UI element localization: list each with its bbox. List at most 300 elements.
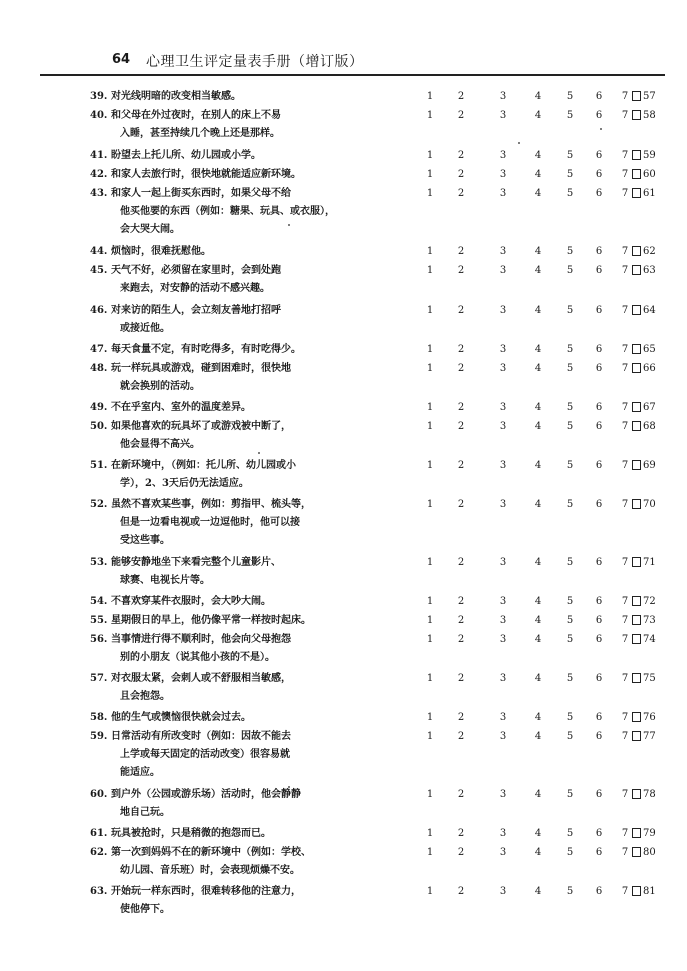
rating-option-7[interactable]: 7 — [621, 460, 629, 471]
question-line: 就会换别的活动。 — [120, 381, 200, 392]
question-number: 54. — [90, 596, 108, 607]
rating-option-5[interactable]: 5 — [566, 460, 574, 471]
question-number: 61. — [90, 828, 108, 839]
rating-option-5[interactable]: 5 — [566, 169, 574, 180]
question-line: 55. 星期假日的早上，他仍像平常一样按时起床。 — [90, 612, 311, 630]
rating-option-7[interactable]: 7 — [621, 344, 629, 355]
rating-option-7[interactable]: 7 — [621, 91, 629, 102]
question-line: 54. 不喜欢穿某件衣服时，会大吵大闹。 — [90, 593, 271, 611]
rating-option-2[interactable]: 2 — [457, 596, 465, 607]
item-code: 75 — [643, 673, 656, 684]
question-number: 59. — [90, 731, 108, 742]
rating-option-3[interactable]: 3 — [499, 634, 507, 645]
answer-box[interactable] — [632, 91, 641, 101]
item-code: 64 — [643, 305, 656, 316]
rating-option-7[interactable]: 7 — [621, 169, 629, 180]
question-line: 51. 在新环境中，（例如：托儿所、幼儿园或小 — [90, 457, 296, 475]
answer-box[interactable] — [632, 169, 641, 179]
question-number: 40. — [90, 110, 108, 121]
question-number: 41. — [90, 150, 108, 161]
rating-option-7[interactable]: 7 — [621, 886, 629, 897]
rating-option-7[interactable]: 7 — [621, 731, 629, 742]
question-line: 40. 和父母在外过夜时，在别人的床上不易 — [90, 107, 281, 125]
question-text — [90, 593, 271, 611]
question-text — [90, 612, 311, 630]
scan-speck — [518, 142, 520, 144]
question-text — [90, 670, 291, 706]
rating-option-3[interactable]: 3 — [499, 557, 507, 568]
rating-option-6[interactable]: 6 — [595, 265, 603, 276]
question-number: 42. — [90, 169, 108, 180]
rating-option-4[interactable]: 4 — [534, 246, 542, 257]
item-code: 68 — [643, 421, 656, 432]
rating-option-2[interactable]: 2 — [457, 731, 465, 742]
rating-option-4[interactable]: 4 — [534, 169, 542, 180]
rating-option-1[interactable]: 1 — [426, 402, 434, 413]
rating-option-1[interactable]: 1 — [426, 265, 434, 276]
question-text — [90, 457, 296, 493]
rating-option-1[interactable]: 1 — [426, 847, 434, 858]
question-number: 46. — [90, 305, 108, 316]
rating-option-4[interactable]: 4 — [534, 731, 542, 742]
question-line: 56. 当事情进行得不顺利时，他会向父母抱怨 — [90, 631, 291, 649]
question-number: 47. — [90, 344, 108, 355]
rating-option-1[interactable]: 1 — [426, 789, 434, 800]
question-line: 59. 日常活动有所改变时（例如：因故不能去 — [90, 728, 291, 746]
rating-option-7[interactable]: 7 — [621, 188, 629, 199]
rating-option-2[interactable]: 2 — [457, 246, 465, 257]
question-text — [90, 262, 281, 298]
rating-option-5[interactable]: 5 — [566, 499, 574, 510]
rating-option-6[interactable]: 6 — [595, 91, 603, 102]
question-line: 60. 到户外（公园或游乐场）活动时，他会静静 — [90, 786, 301, 804]
rating-option-1[interactable]: 1 — [426, 246, 434, 257]
answer-box[interactable] — [632, 634, 641, 644]
rating-option-6[interactable]: 6 — [595, 460, 603, 471]
page-number: 64 — [112, 52, 131, 67]
rating-option-6[interactable]: 6 — [595, 402, 603, 413]
rating-option-2[interactable]: 2 — [457, 615, 465, 626]
question-line: 39. 对光线明暗的改变相当敏感。 — [90, 88, 241, 106]
rating-option-6[interactable]: 6 — [595, 499, 603, 510]
question-line: 受这些事。 — [120, 535, 170, 546]
question-line: 50. 如果他喜欢的玩具坏了或游戏被中断了， — [90, 418, 291, 436]
rating-option-2[interactable]: 2 — [457, 847, 465, 858]
answer-box[interactable] — [632, 344, 641, 354]
question-text — [90, 825, 271, 843]
rating-option-6[interactable]: 6 — [595, 363, 603, 374]
question-line: 57. 对衣服太紧，会刺人或不舒服相当敏感， — [90, 670, 291, 688]
rating-option-3[interactable]: 3 — [499, 596, 507, 607]
rating-option-4[interactable]: 4 — [534, 886, 542, 897]
answer-box[interactable] — [632, 712, 641, 722]
answer-box[interactable] — [632, 886, 641, 896]
rating-option-7[interactable]: 7 — [621, 305, 629, 316]
answer-box[interactable] — [632, 188, 641, 198]
rating-option-2[interactable]: 2 — [457, 421, 465, 432]
question-text — [90, 709, 251, 727]
rating-option-1[interactable]: 1 — [426, 634, 434, 645]
rating-option-3[interactable]: 3 — [499, 305, 507, 316]
rating-option-2[interactable]: 2 — [457, 91, 465, 102]
rating-option-7[interactable]: 7 — [621, 499, 629, 510]
rating-option-2[interactable]: 2 — [457, 460, 465, 471]
rating-option-1[interactable]: 1 — [426, 169, 434, 180]
rating-option-1[interactable]: 1 — [426, 363, 434, 374]
rating-option-3[interactable]: 3 — [499, 344, 507, 355]
rating-option-4[interactable]: 4 — [534, 91, 542, 102]
question-text — [90, 399, 251, 417]
rating-option-1[interactable]: 1 — [426, 557, 434, 568]
rating-option-5[interactable]: 5 — [566, 110, 574, 121]
rating-option-7[interactable]: 7 — [621, 363, 629, 374]
rating-option-6[interactable]: 6 — [595, 344, 603, 355]
question-number: 57. — [90, 673, 108, 684]
rating-option-2[interactable]: 2 — [457, 557, 465, 568]
answer-box[interactable] — [632, 789, 641, 799]
item-code: 61 — [643, 188, 656, 199]
question-line: 62. 第一次到妈妈不在的新环境中（例如：学校、 — [90, 844, 311, 862]
rating-option-2[interactable]: 2 — [457, 402, 465, 413]
rating-option-7[interactable]: 7 — [621, 110, 629, 121]
rating-option-4[interactable]: 4 — [534, 460, 542, 471]
rating-option-5[interactable]: 5 — [566, 363, 574, 374]
question-number: 44. — [90, 246, 108, 257]
question-number: 50. — [90, 421, 108, 432]
rating-option-2[interactable]: 2 — [457, 673, 465, 684]
rating-option-7[interactable]: 7 — [621, 246, 629, 257]
rating-option-7[interactable]: 7 — [621, 557, 629, 568]
rating-option-6[interactable]: 6 — [595, 150, 603, 161]
answer-box[interactable] — [632, 731, 641, 741]
rating-option-7[interactable]: 7 — [621, 712, 629, 723]
rating-option-1[interactable]: 1 — [426, 673, 434, 684]
rating-option-6[interactable]: 6 — [595, 789, 603, 800]
item-code: 76 — [643, 712, 656, 723]
rating-option-1[interactable]: 1 — [426, 712, 434, 723]
rating-option-2[interactable]: 2 — [457, 305, 465, 316]
rating-option-1[interactable]: 1 — [426, 110, 434, 121]
question-line: 幼儿园、音乐班）时，会表现烦燥不安。 — [120, 865, 300, 876]
rating-option-3[interactable]: 3 — [499, 789, 507, 800]
question-number: 52. — [90, 499, 108, 510]
rating-option-6[interactable]: 6 — [595, 110, 603, 121]
answer-box[interactable] — [632, 305, 641, 315]
rating-option-7[interactable]: 7 — [621, 847, 629, 858]
rating-option-7[interactable]: 7 — [621, 789, 629, 800]
rating-option-1[interactable]: 1 — [426, 150, 434, 161]
item-code: 59 — [643, 150, 656, 161]
rating-option-5[interactable]: 5 — [566, 91, 574, 102]
answer-box[interactable] — [632, 402, 641, 412]
item-code: 63 — [643, 265, 656, 276]
rating-option-2[interactable]: 2 — [457, 265, 465, 276]
rating-option-5[interactable]: 5 — [566, 246, 574, 257]
rating-option-3[interactable]: 3 — [499, 91, 507, 102]
answer-box[interactable] — [632, 847, 641, 857]
rating-option-6[interactable]: 6 — [595, 731, 603, 742]
rating-option-5[interactable]: 5 — [566, 421, 574, 432]
rating-option-3[interactable]: 3 — [499, 731, 507, 742]
scan-speck — [288, 224, 290, 226]
question-text — [90, 728, 291, 782]
rating-option-1[interactable]: 1 — [426, 731, 434, 742]
answer-box[interactable] — [632, 557, 641, 567]
rating-option-3[interactable]: 3 — [499, 402, 507, 413]
rating-option-1[interactable]: 1 — [426, 421, 434, 432]
question-text — [90, 185, 335, 239]
rating-option-7[interactable]: 7 — [621, 615, 629, 626]
question-line: 61. 玩具被抢时，只是稍微的抱怨而已。 — [90, 825, 271, 843]
question-line: 别的小朋友（说其他小孩的不是）。 — [120, 652, 275, 663]
rating-option-2[interactable]: 2 — [457, 344, 465, 355]
rating-option-7[interactable]: 7 — [621, 265, 629, 276]
rating-option-2[interactable]: 2 — [457, 110, 465, 121]
question-text — [90, 147, 261, 165]
rating-option-5[interactable]: 5 — [566, 847, 574, 858]
rating-option-3[interactable]: 3 — [499, 673, 507, 684]
question-line: 但是一边看电视或一边逗他时，他可以接 — [120, 517, 300, 528]
question-text — [90, 166, 301, 184]
rating-option-1[interactable]: 1 — [426, 460, 434, 471]
rating-option-6[interactable]: 6 — [595, 847, 603, 858]
rating-option-1[interactable]: 1 — [426, 596, 434, 607]
rating-option-1[interactable]: 1 — [426, 188, 434, 199]
rating-option-6[interactable]: 6 — [595, 596, 603, 607]
answer-box[interactable] — [632, 421, 641, 431]
rating-option-2[interactable]: 2 — [457, 169, 465, 180]
question-number: 49. — [90, 402, 108, 413]
rating-option-4[interactable]: 4 — [534, 188, 542, 199]
question-number: 55. — [90, 615, 108, 626]
item-code: 73 — [643, 615, 656, 626]
question-line: 学），2、3天后仍无法适应。 — [120, 478, 249, 489]
rating-option-5[interactable]: 5 — [566, 557, 574, 568]
rating-option-3[interactable]: 3 — [499, 363, 507, 374]
question-number: 43. — [90, 188, 108, 199]
rating-option-4[interactable]: 4 — [534, 712, 542, 723]
rating-option-4[interactable]: 4 — [534, 789, 542, 800]
item-code: 74 — [643, 634, 656, 645]
rating-option-3[interactable]: 3 — [499, 712, 507, 723]
rating-option-5[interactable]: 5 — [566, 673, 574, 684]
rating-option-4[interactable]: 4 — [534, 557, 542, 568]
rating-option-5[interactable]: 5 — [566, 712, 574, 723]
item-code: 62 — [643, 246, 656, 257]
question-line: 45. 天气不好，必须留在家里时，会到处跑 — [90, 262, 281, 280]
question-text — [90, 302, 281, 338]
rating-option-5[interactable]: 5 — [566, 402, 574, 413]
item-code: 58 — [643, 110, 656, 121]
item-code: 66 — [643, 363, 656, 374]
rating-option-4[interactable]: 4 — [534, 499, 542, 510]
question-number: 51. — [90, 460, 108, 471]
rating-option-3[interactable]: 3 — [499, 499, 507, 510]
rating-option-6[interactable]: 6 — [595, 712, 603, 723]
question-text — [90, 844, 311, 880]
rating-option-2[interactable]: 2 — [457, 828, 465, 839]
answer-box[interactable] — [632, 615, 641, 625]
question-text — [90, 883, 301, 919]
item-code: 57 — [643, 91, 656, 102]
rating-option-5[interactable]: 5 — [566, 188, 574, 199]
question-text — [90, 341, 301, 359]
question-line: 46. 对来访的陌生人，会立刻友善地打招呼 — [90, 302, 281, 320]
question-line: 他买他要的东西（例如：糖果、玩具、或衣服）， — [120, 206, 335, 217]
rating-option-2[interactable]: 2 — [457, 886, 465, 897]
rating-option-7[interactable]: 7 — [621, 634, 629, 645]
question-line: 53. 能够安静地坐下来看完整个儿童影片、 — [90, 554, 281, 572]
question-text — [90, 554, 281, 590]
rating-option-7[interactable]: 7 — [621, 673, 629, 684]
rating-option-5[interactable]: 5 — [566, 731, 574, 742]
answer-box[interactable] — [632, 110, 641, 120]
rating-option-6[interactable]: 6 — [595, 615, 603, 626]
rating-option-1[interactable]: 1 — [426, 886, 434, 897]
rating-option-3[interactable]: 3 — [499, 246, 507, 257]
rating-option-2[interactable]: 2 — [457, 150, 465, 161]
rating-option-3[interactable]: 3 — [499, 460, 507, 471]
answer-box[interactable] — [632, 499, 641, 509]
rating-option-5[interactable]: 5 — [566, 265, 574, 276]
rating-option-4[interactable]: 4 — [534, 363, 542, 374]
rating-option-5[interactable]: 5 — [566, 789, 574, 800]
item-code: 70 — [643, 499, 656, 510]
answer-box[interactable] — [632, 150, 641, 160]
rating-option-2[interactable]: 2 — [457, 634, 465, 645]
rating-option-3[interactable]: 3 — [499, 110, 507, 121]
item-code: 71 — [643, 557, 656, 568]
rating-option-6[interactable]: 6 — [595, 421, 603, 432]
question-line: 58. 他的生气或懊恼很快就会过去。 — [90, 709, 251, 727]
rating-option-4[interactable]: 4 — [534, 828, 542, 839]
rating-option-7[interactable]: 7 — [621, 402, 629, 413]
rating-option-4[interactable]: 4 — [534, 596, 542, 607]
rating-option-7[interactable]: 7 — [621, 828, 629, 839]
rating-option-3[interactable]: 3 — [499, 847, 507, 858]
question-line: 且会抱怨。 — [120, 691, 170, 702]
rating-option-4[interactable]: 4 — [534, 150, 542, 161]
rating-option-6[interactable]: 6 — [595, 305, 603, 316]
rating-option-4[interactable]: 4 — [534, 421, 542, 432]
rating-option-1[interactable]: 1 — [426, 499, 434, 510]
rating-option-6[interactable]: 6 — [595, 828, 603, 839]
answer-box[interactable] — [632, 596, 641, 606]
question-text — [90, 418, 291, 454]
rating-option-2[interactable]: 2 — [457, 363, 465, 374]
rating-option-6[interactable]: 6 — [595, 673, 603, 684]
question-number: 45. — [90, 265, 108, 276]
rating-option-4[interactable]: 4 — [534, 634, 542, 645]
question-line: 42. 和家人去旅行时，很快地就能适应新环境。 — [90, 166, 301, 184]
answer-box[interactable] — [632, 265, 641, 275]
rating-option-1[interactable]: 1 — [426, 305, 434, 316]
rating-option-6[interactable]: 6 — [595, 557, 603, 568]
rating-option-5[interactable]: 5 — [566, 596, 574, 607]
item-code: 79 — [643, 828, 656, 839]
item-code: 60 — [643, 169, 656, 180]
question-text — [90, 88, 241, 106]
question-number: 39. — [90, 91, 108, 102]
rating-option-4[interactable]: 4 — [534, 615, 542, 626]
rating-option-4[interactable]: 4 — [534, 402, 542, 413]
item-code: 77 — [643, 731, 656, 742]
rating-option-7[interactable]: 7 — [621, 596, 629, 607]
rating-option-7[interactable]: 7 — [621, 421, 629, 432]
rating-option-3[interactable]: 3 — [499, 265, 507, 276]
rating-option-5[interactable]: 5 — [566, 828, 574, 839]
rating-option-5[interactable]: 5 — [566, 305, 574, 316]
rating-option-3[interactable]: 3 — [499, 828, 507, 839]
rating-option-4[interactable]: 4 — [534, 110, 542, 121]
rating-option-4[interactable]: 4 — [534, 344, 542, 355]
rating-option-6[interactable]: 6 — [595, 169, 603, 180]
item-code: 65 — [643, 344, 656, 355]
rating-option-6[interactable]: 6 — [595, 634, 603, 645]
question-line: 来跑去，对安静的活动不感兴趣。 — [120, 283, 270, 294]
question-text — [90, 360, 291, 396]
question-line: 52. 虽然不喜欢某些事，例如：剪指甲、梳头等， — [90, 496, 311, 514]
rating-option-4[interactable]: 4 — [534, 847, 542, 858]
answer-box[interactable] — [632, 828, 641, 838]
rating-option-3[interactable]: 3 — [499, 421, 507, 432]
item-code: 81 — [643, 886, 656, 897]
rating-option-6[interactable]: 6 — [595, 246, 603, 257]
rating-option-4[interactable]: 4 — [534, 305, 542, 316]
rating-option-2[interactable]: 2 — [457, 188, 465, 199]
rating-option-2[interactable]: 2 — [457, 789, 465, 800]
item-code: 78 — [643, 789, 656, 800]
rating-option-2[interactable]: 2 — [457, 499, 465, 510]
rating-option-4[interactable]: 4 — [534, 265, 542, 276]
question-text — [90, 631, 291, 667]
rating-option-5[interactable]: 5 — [566, 615, 574, 626]
rating-option-3[interactable]: 3 — [499, 188, 507, 199]
rating-option-2[interactable]: 2 — [457, 712, 465, 723]
answer-box[interactable] — [632, 363, 641, 373]
question-number: 58. — [90, 712, 108, 723]
question-text — [90, 496, 311, 550]
rating-option-7[interactable]: 7 — [621, 150, 629, 161]
scan-speck — [288, 786, 290, 788]
rating-option-6[interactable]: 6 — [595, 188, 603, 199]
question-line: 球赛、电视长片等。 — [120, 575, 210, 586]
rating-option-1[interactable]: 1 — [426, 344, 434, 355]
question-line: 能适应。 — [120, 767, 160, 778]
question-line: 会大哭大闹。 — [120, 224, 180, 235]
question-number: 48. — [90, 363, 108, 374]
rating-option-1[interactable]: 1 — [426, 828, 434, 839]
rating-option-6[interactable]: 6 — [595, 886, 603, 897]
question-line: 48. 玩一样玩具或游戏，碰到困难时，很快地 — [90, 360, 291, 378]
rating-option-1[interactable]: 1 — [426, 91, 434, 102]
answer-box[interactable] — [632, 460, 641, 470]
rating-option-3[interactable]: 3 — [499, 615, 507, 626]
rating-option-3[interactable]: 3 — [499, 886, 507, 897]
rating-option-5[interactable]: 5 — [566, 344, 574, 355]
answer-box[interactable] — [632, 673, 641, 683]
question-line: 或接近他。 — [120, 323, 170, 334]
rating-option-5[interactable]: 5 — [566, 886, 574, 897]
rating-option-1[interactable]: 1 — [426, 615, 434, 626]
rating-option-3[interactable]: 3 — [499, 169, 507, 180]
rating-option-3[interactable]: 3 — [499, 150, 507, 161]
rating-option-5[interactable]: 5 — [566, 634, 574, 645]
rating-option-4[interactable]: 4 — [534, 673, 542, 684]
answer-box[interactable] — [632, 246, 641, 256]
item-code: 80 — [643, 847, 656, 858]
rating-option-5[interactable]: 5 — [566, 150, 574, 161]
